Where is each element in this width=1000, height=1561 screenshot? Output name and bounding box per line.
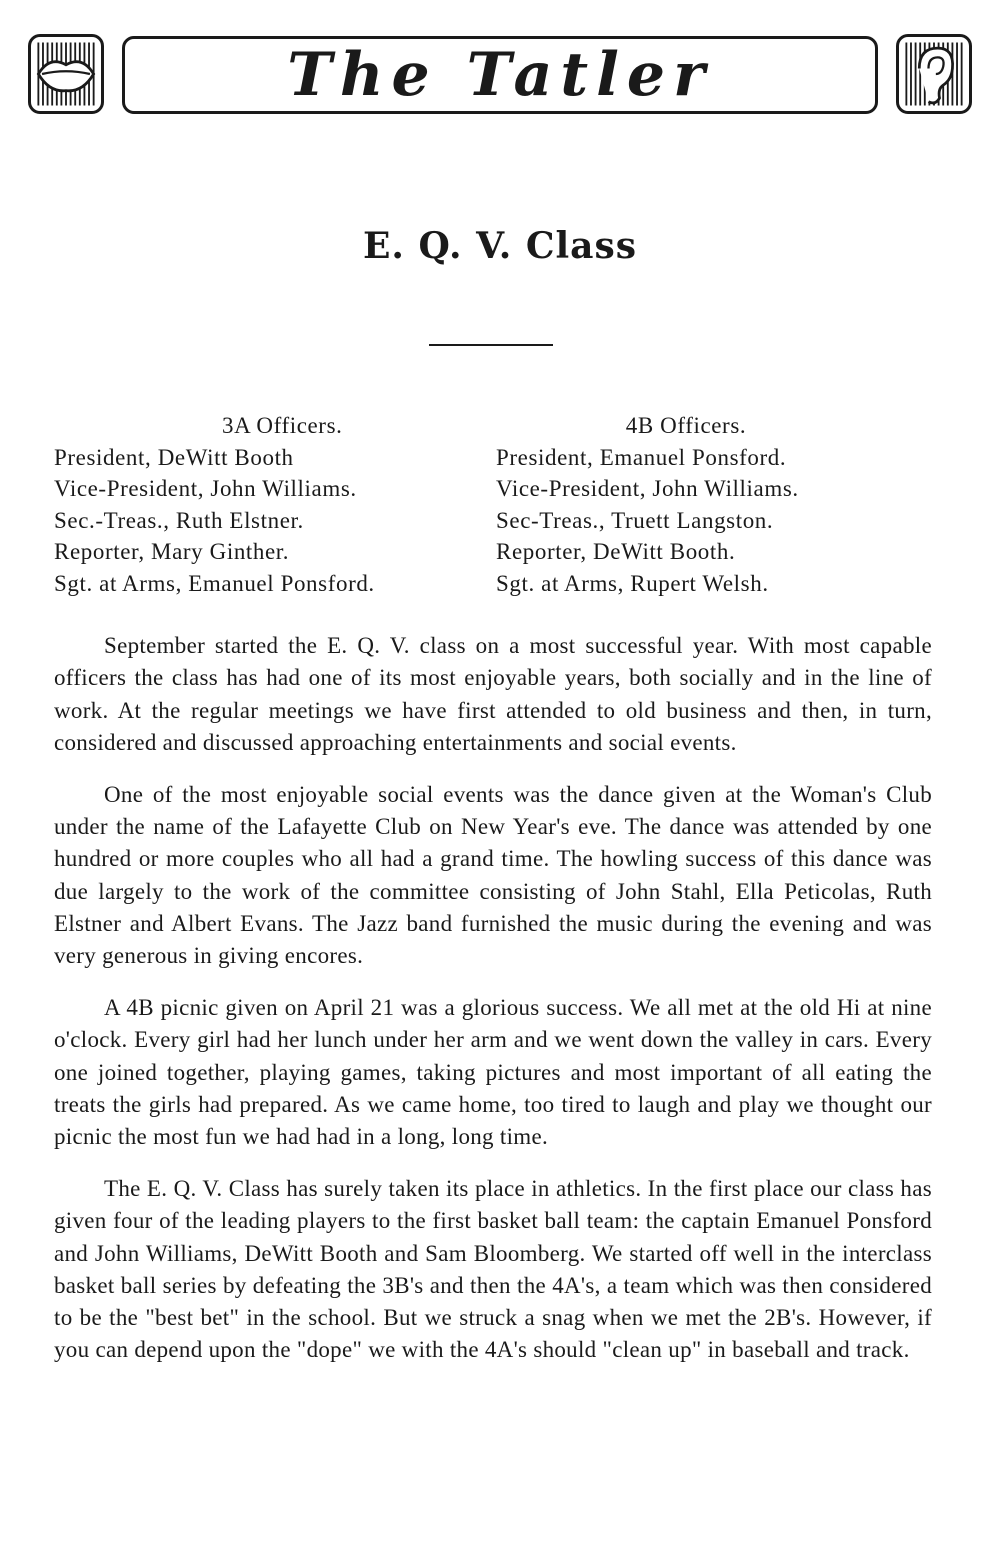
officer-line: Sgt. at Arms, Emanuel Ponsford. (54, 570, 375, 596)
paragraph: A 4B picnic given on April 21 was a glorious success. We all met at the old Hi at nine o'clock. Every girl had her lunch under her arm and we went down the valley in cars. Every one joined together, playing games, taking pictures and most important of all eating the treats the girls had prepared. As we came home, too tired to laugh and play we thought our picnic the most fun we had had in a long, long time. (54, 994, 932, 1150)
officer-line: Sgt. at Arms, Rupert Welsh. (496, 570, 769, 596)
officer-line: Reporter, DeWitt Booth. (496, 539, 736, 564)
ear-icon (896, 34, 972, 114)
section-title: E. Q. V. Class (362, 225, 638, 267)
officer-line: Vice-President, John Williams. (496, 476, 799, 501)
paragraph: One of the most enjoyable social events was the dance given at the Woman's Club under the name of the Lafayette Club on New Year's eve. The dance was attended by one hundred or more couples who all had a grand time. The howling success of this dance was due largely to the work of the committee consisting of John Stahl, Ella Peticolas, Ruth Elstner and Albert Evans. The Jazz band furnished the music during the evening and was very generous in giving encores. (54, 781, 932, 969)
officers-4b-heading: 4B Officers. (625, 413, 747, 438)
masthead-title-box (122, 36, 878, 114)
officer-line: Vice-President, John Williams. (54, 476, 357, 501)
officer-line: President, DeWitt Booth (54, 444, 294, 470)
officers-4b (496, 410, 936, 599)
officers-3a (54, 410, 474, 599)
paragraph: The E. Q. V. Class has surely taken its place in athletics. In the first place our class has given four of the leading players to the first basket ball team: the captain Emanuel Ponsford and John Williams, DeWitt Booth and Sam Bloomberg. We started off well in the interclass basket ball series by defeating the 3B's and then the 4A's, a team which was then considered to be the "best bet" in the school. But we struck a snag when we met the 2B's. However, if you can depend upon the "dope" we with the 4A's should "clean up" in baseball and track. (54, 1175, 932, 1363)
officer-line: President, Emanuel Ponsford. (496, 444, 787, 470)
officer-line: Sec.-Treas., Ruth Elstner. (54, 507, 304, 533)
officer-line: Sec-Treas., Truett Langston. (496, 507, 774, 533)
divider-rule (429, 344, 553, 346)
paragraph: September started the E. Q. V. class on a most successful year. With most capable officers the class has had one of its most enjoyable years, both socially and in the line of work. At the regular meetings we have first attended to old business and then, in turn, considered and discussed approaching entertainments and social events. (54, 633, 932, 755)
masthead-title: The Tatler (287, 40, 713, 110)
officer-line: Reporter, Mary Ginther. (54, 539, 290, 564)
masthead (28, 34, 972, 118)
article-body (54, 630, 932, 1386)
officers-3a-heading: 3A Officers. (222, 413, 343, 438)
lips-icon (28, 34, 104, 114)
